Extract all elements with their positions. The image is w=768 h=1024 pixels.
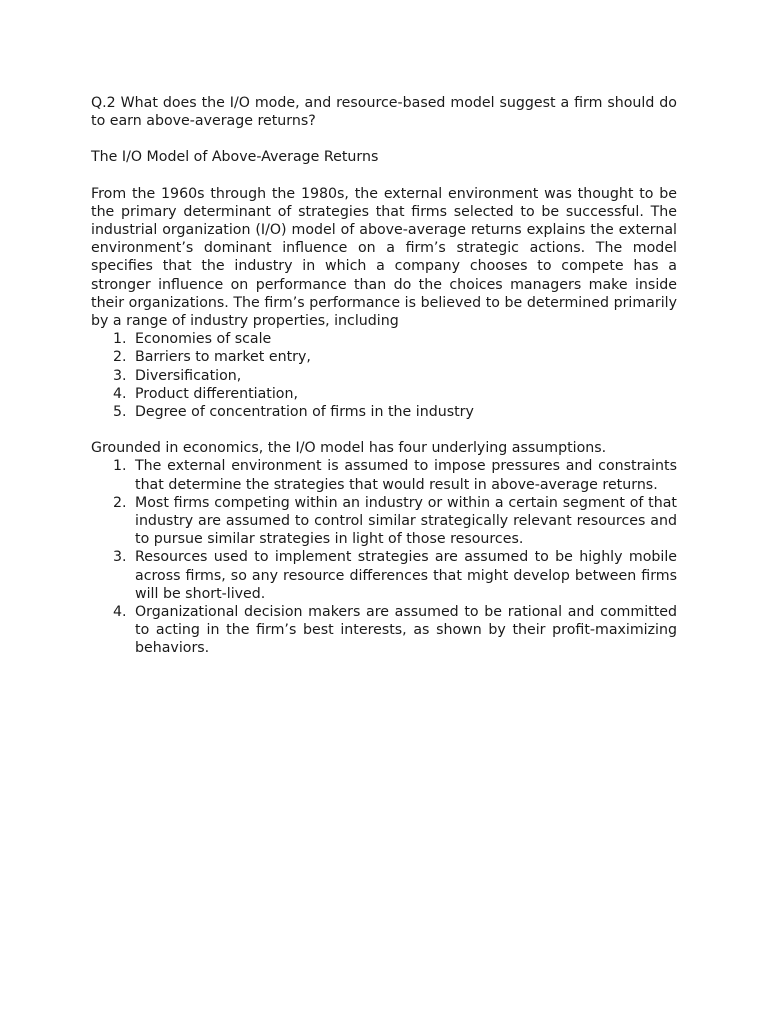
list-number: 1. bbox=[113, 331, 127, 348]
list-item-text: Resources used to implement strategies are assumed to be highly mobile across firms, so any resource differences that might develop between firms will be short-lived. bbox=[135, 549, 677, 602]
assumptions-intro: Grounded in economics, the I/O model has four underlying assumptions. bbox=[91, 440, 607, 457]
list-item bbox=[91, 330, 677, 348]
list-number: 4. bbox=[113, 385, 127, 402]
list-item-text: Organizational decision makers are assumed to be rational and committed to acting in the firm’s best interests, as shown by their profit-maximizing behaviors. bbox=[135, 604, 677, 657]
list-number: 5. bbox=[113, 404, 127, 421]
list-item bbox=[91, 494, 677, 549]
list-item bbox=[91, 457, 677, 493]
list-item-text: Product differentiation, bbox=[135, 385, 298, 402]
list-item bbox=[91, 403, 677, 421]
document-page bbox=[91, 94, 677, 658]
list-number: 2. bbox=[113, 349, 127, 366]
list-number: 1. bbox=[113, 458, 127, 475]
list-item bbox=[91, 367, 677, 385]
list-item bbox=[91, 548, 677, 603]
industry-properties-list bbox=[91, 330, 677, 421]
list-item-text: Economies of scale bbox=[135, 331, 272, 348]
list-item bbox=[91, 348, 677, 366]
list-number: 3. bbox=[113, 549, 127, 566]
question-text: Q.2 What does the I/O mode, and resource-based model suggest a firm should do to earn above-average returns? bbox=[91, 95, 677, 130]
list-item-text: Barriers to market entry, bbox=[135, 349, 311, 366]
list-number: 2. bbox=[113, 494, 127, 511]
section-heading: The I/O Model of Above-Average Returns bbox=[91, 149, 379, 166]
list-number: 4. bbox=[113, 604, 127, 621]
assumptions-list bbox=[91, 457, 677, 657]
list-item-text: Diversification, bbox=[135, 367, 242, 384]
intro-paragraph: From the 1960s through the 1980s, the external environment was thought to be the primary determinant of strategies that firms selected to be successful. The industrial organization (I/O) model of above-average returns explains the external environment’s dominant influence on a firm’s strategic actions. The model specifies that the industry in which a company chooses to compete has a stronger influence on performance than do the choices managers make inside their organizations. The firm’s performance is believed to be determined primarily by a range of industry properties, including bbox=[91, 185, 677, 330]
list-item-text: The external environment is assumed to impose pressures and constraints that determine the strategies that would result in above-average returns. bbox=[135, 458, 677, 493]
list-number: 3. bbox=[113, 367, 127, 384]
list-item-text: Most firms competing within an industry or within a certain segment of that industry are assumed to control similar strategically relevant resources and to pursue similar strategies in light of those resources. bbox=[135, 494, 677, 548]
list-item bbox=[91, 385, 677, 403]
list-item bbox=[91, 603, 677, 658]
list-item-text: Degree of concentration of firms in the industry bbox=[135, 404, 474, 421]
